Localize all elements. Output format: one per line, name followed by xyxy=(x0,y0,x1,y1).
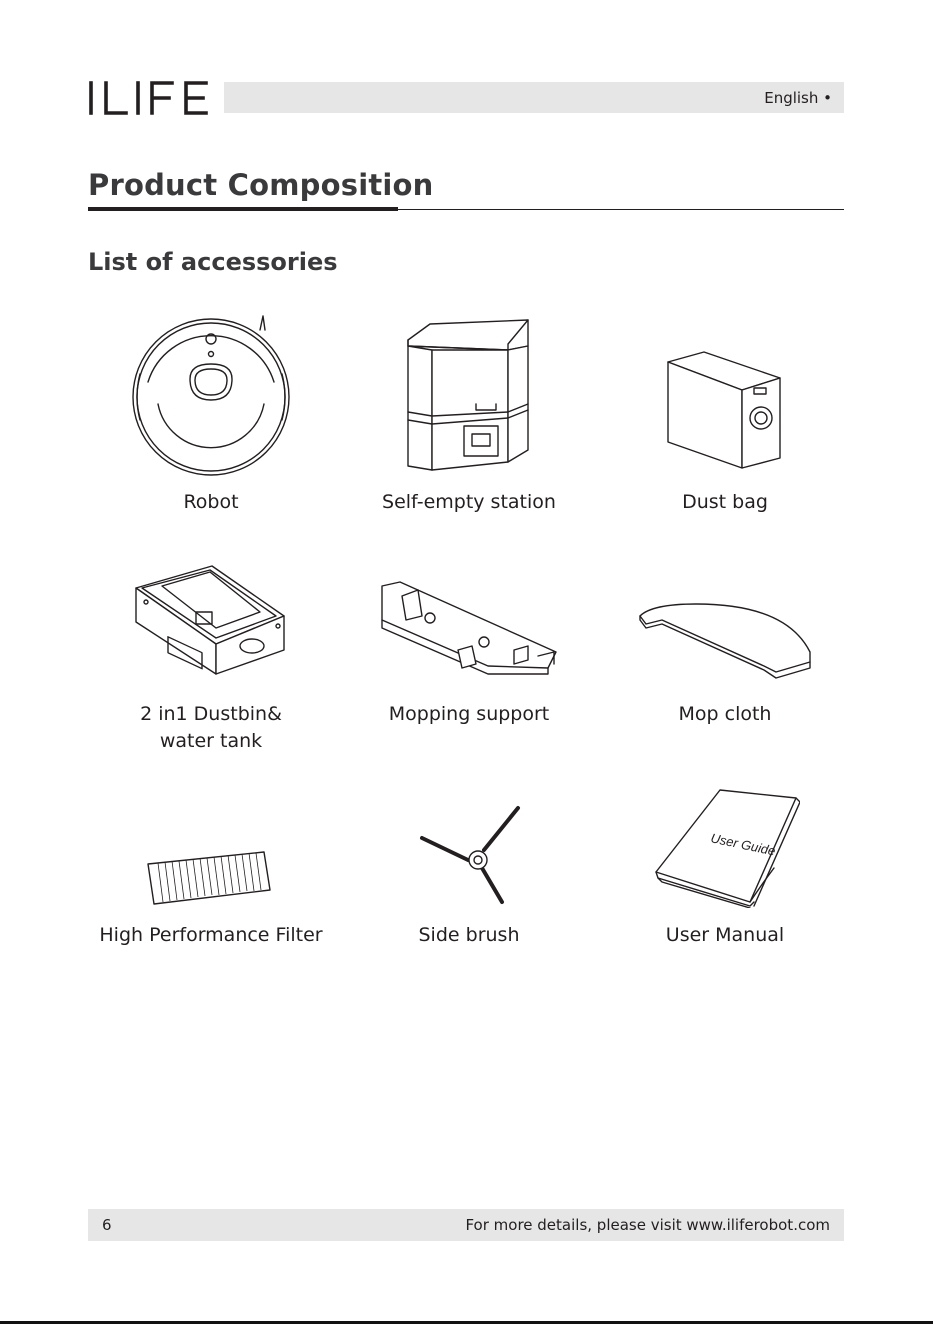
title-underline xyxy=(88,207,398,211)
page-number: 6 xyxy=(102,1216,112,1234)
caption-self-empty-station: Self-empty station xyxy=(382,491,556,513)
dust-bag-icon xyxy=(664,350,784,472)
section-title: List of accessories xyxy=(88,248,338,276)
caption-side-brush: Side brush xyxy=(418,924,520,946)
caption-user-manual: User Manual xyxy=(665,924,785,946)
filter-icon xyxy=(144,850,274,906)
caption-dustbin-water-tank: 2 in1 Dustbin& water tank xyxy=(140,703,282,752)
page-title: Product Composition xyxy=(88,168,434,202)
header-bar xyxy=(224,82,844,113)
manual-cover-text: User Guide xyxy=(709,830,777,859)
dustbin-icon xyxy=(132,562,288,682)
caption-high-performance-filter: High Performance Filter xyxy=(99,924,323,946)
language-label: English • xyxy=(764,89,832,107)
mop-support-icon xyxy=(378,580,560,676)
mop-cloth-icon xyxy=(636,600,814,680)
footer-link-text: For more details, please visit www.iliferobot.com xyxy=(465,1216,830,1234)
caption-mopping-support: Mopping support xyxy=(388,703,550,725)
manual-icon xyxy=(650,786,800,908)
robot-icon xyxy=(128,312,298,482)
caption-dust-bag: Dust bag xyxy=(682,491,768,513)
ilife-logo xyxy=(88,80,210,116)
side-brush-icon xyxy=(416,804,522,906)
caption-robot: Robot xyxy=(183,491,239,513)
station-icon xyxy=(400,316,540,474)
footer-bar xyxy=(88,1209,844,1241)
caption-mop-cloth: Mop cloth xyxy=(678,703,772,725)
